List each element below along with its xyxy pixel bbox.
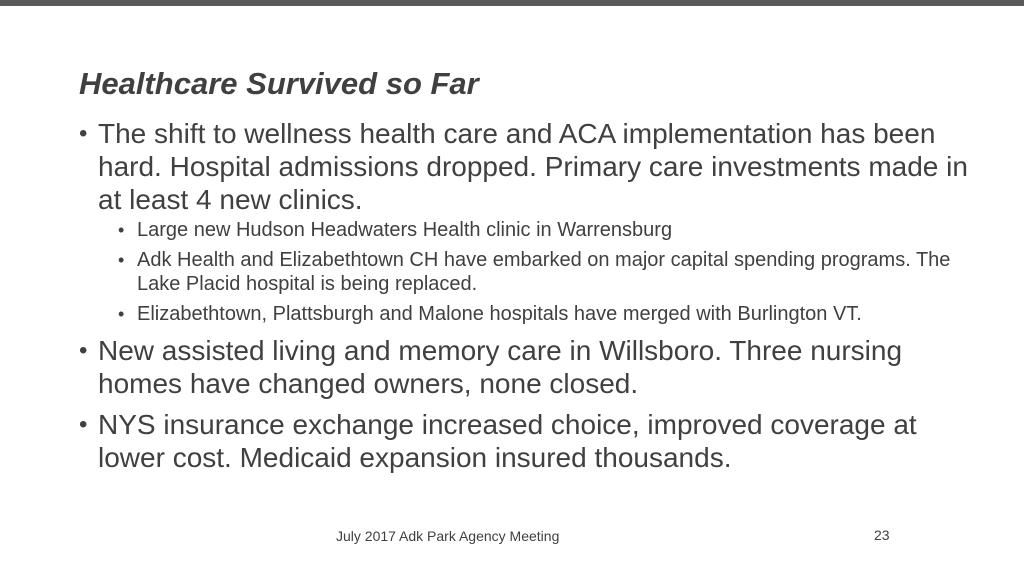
bullet-text: New assisted living and memory care in Willsboro. Three nursing homes have changed owners, none closed. — [98, 335, 903, 399]
bullet-item — [79, 408, 979, 474]
bullet-text: NYS insurance exchange increased choice, improved coverage at lower cost. Medicaid expansion insured thousands. — [98, 409, 917, 473]
top-accent-bar — [0, 0, 1024, 6]
slide-number: 23 — [874, 527, 890, 543]
slide-title: Healthcare Survived so Far — [79, 66, 479, 101]
bullet-text: The shift to wellness health care and ACA implementation has been hard. Hospital admissions dropped. Primary care investments made in at least 4 new clinics. — [98, 118, 968, 215]
sub-bullet-item: • Adk Health and Elizabethtown CH have embarked on major capital spending programs. The Lake Placid hospital is being replaced. — [98, 248, 979, 296]
slide-footer: July 2017 Adk Park Agency Meeting — [336, 528, 560, 544]
bullet-item — [79, 117, 979, 326]
sub-bullet-list — [98, 218, 979, 326]
sub-bullet-item: • Large new Hudson Headwaters Health clinic in Warrensburg — [98, 218, 979, 242]
sub-bullet-item: • Elizabethtown, Plattsburgh and Malone hospitals have merged with Burlington VT. — [98, 302, 979, 326]
bullet-list — [79, 117, 979, 482]
bullet-item — [79, 334, 979, 400]
